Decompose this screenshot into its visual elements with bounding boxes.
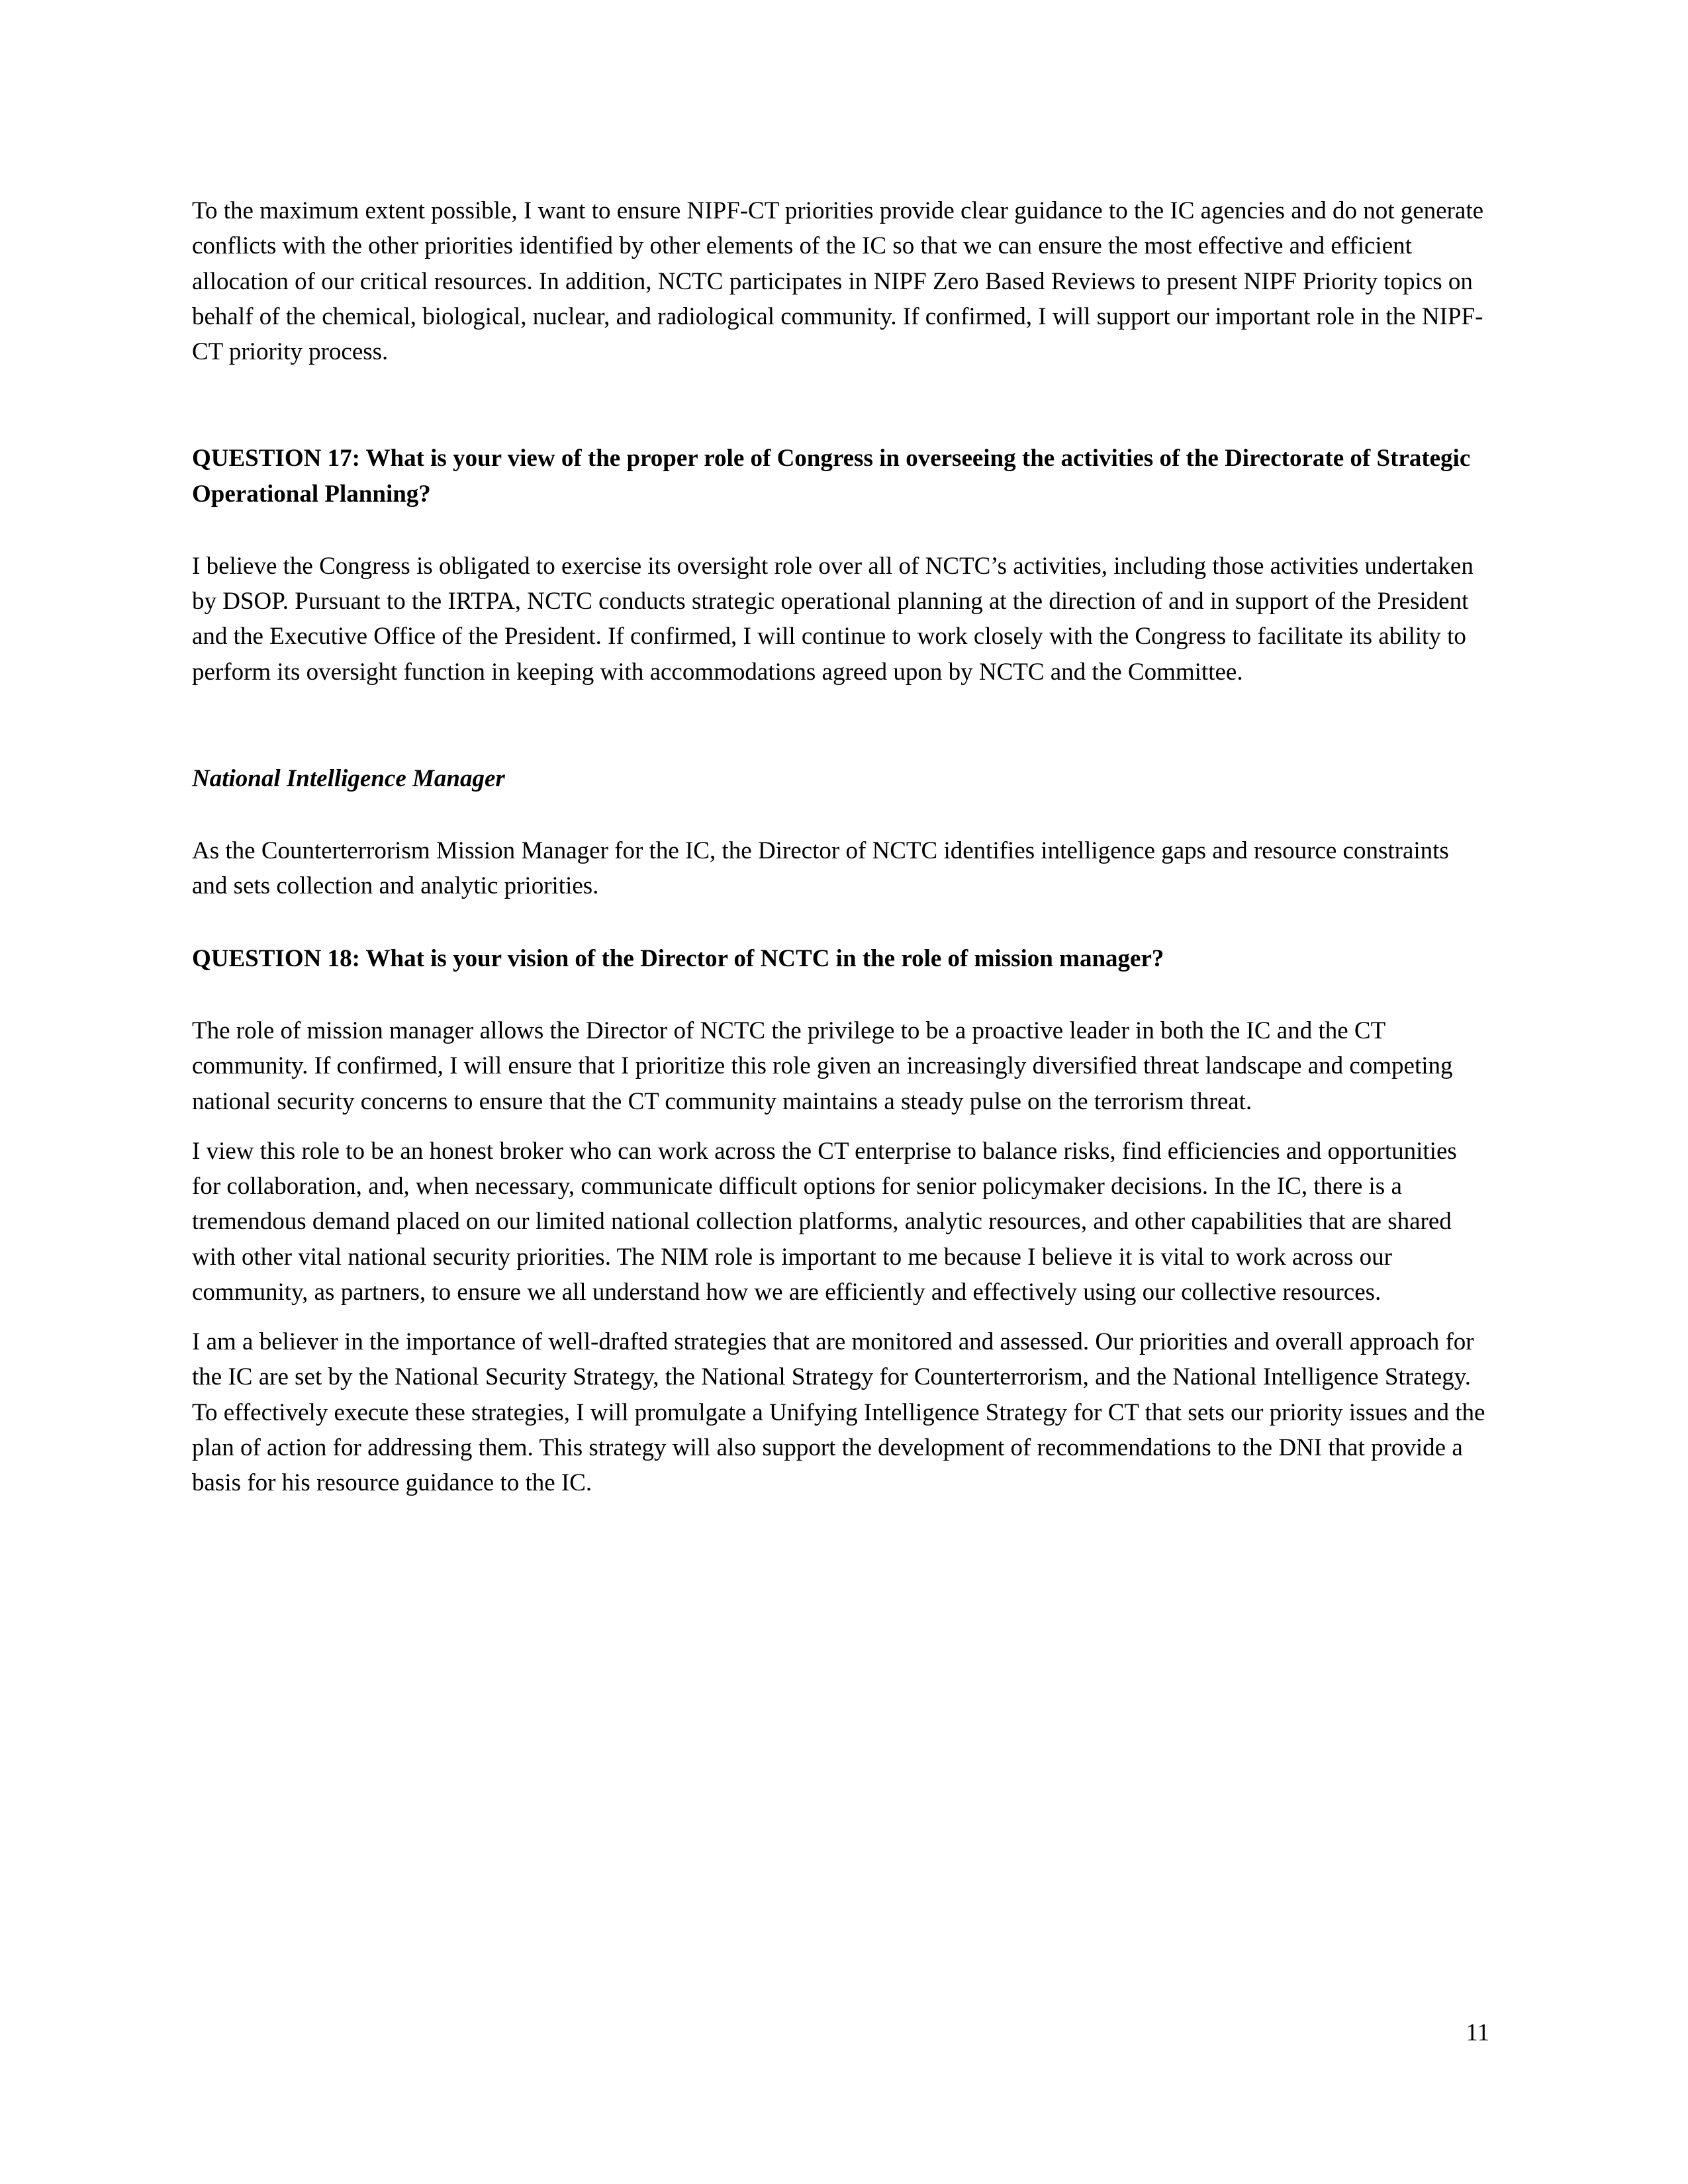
spacer [192, 976, 1489, 1013]
page-content [192, 193, 1489, 1500]
page-number: 11 [1466, 2019, 1489, 2046]
subheading-national-intelligence-manager: National Intelligence Manager [192, 764, 505, 792]
spacer [192, 1119, 1489, 1134]
paragraph-mission-manager: As the Counterterrorism Mission Manager for the IC, the Director of NCTC identifies intelligence gaps and resource constraints and sets collection and analytic priorities. [192, 837, 1449, 900]
spacer [192, 512, 1489, 549]
answer-17-paragraph: I believe the Congress is obligated to exercise its oversight role over all of NCTC’s activities, including those activities undertaken by DSOP. Pursuant to the IRTPA, NCTC conducts strategic operational planning at the direction of and in support of the President and the Executive Office of the President. If confirmed, I will continue to work closely with the Congress to facilitate its ability to perform its oversight function in keeping with accommodations agreed upon by NCTC and the Committee. [192, 552, 1474, 686]
answer-18-paragraph-1: The role of mission manager allows the Director of NCTC the privilege to be a proactive leader in both the IC and the CT community. If confirmed, I will ensure that I prioritize this role given an increasingly diversified threat landscape and competing national security concerns to ensure that the CT community maintains a steady pulse on the terrorism threat. [192, 1017, 1453, 1115]
answer-18-paragraph-3: I am a believer in the importance of well-drafted strategies that are monitored and assessed. Our priorities and overall approach for the IC are set by the National Security Strategy, the National Strategy for Counterterrorism, and the National Intelligence Strategy. To effectively execute these strategies, I will promulgate a Unifying Intelligence Strategy for CT that sets our priority issues and the plan of action for addressing them. This strategy will also support the development of recommendations to the DNI that provide a basis for his resource guidance to the IC. [192, 1328, 1485, 1497]
spacer [192, 690, 1489, 761]
spacer [192, 1310, 1489, 1324]
spacer [192, 369, 1489, 441]
spacer [192, 796, 1489, 833]
question-17-heading: QUESTION 17: What is your view of the proper role of Congress in overseeing the activities of the Directorate of Strategic Operational Planning? [192, 445, 1471, 508]
paragraph-intro: To the maximum extent possible, I want to ensure NIPF-CT priorities provide clear guidance to the IC agencies and do not generate conflicts with the other priorities identified by other elements of the IC so that we can ensure the most effective and efficient allocation of our critical resources. In addition, NCTC participates in NIPF Zero Based Reviews to present NIPF Priority topics on behalf of the chemical, biological, nuclear, and radiological community. If confirmed, I will support our important role in the NIPF-CT priority process. [192, 197, 1484, 366]
answer-18-paragraph-2: I view this role to be an honest broker who can work across the CT enterprise to balance risks, find efficiencies and opportunities for collaboration, and, when necessary, communicate difficult options for senior policymaker decisions. In the IC, there is a tremendous demand placed on our limited national collection platforms, analytic resources, and other capabilities that are shared with other vital national security priorities. The NIM role is important to me because I believe it is vital to work across our community, as partners, to ensure we all understand how we are efficiently and effectively using our collective resources. [192, 1137, 1457, 1306]
question-18-heading: QUESTION 18: What is your vision of the Director of NCTC in the role of mission manager? [192, 944, 1164, 972]
spacer [192, 904, 1489, 941]
